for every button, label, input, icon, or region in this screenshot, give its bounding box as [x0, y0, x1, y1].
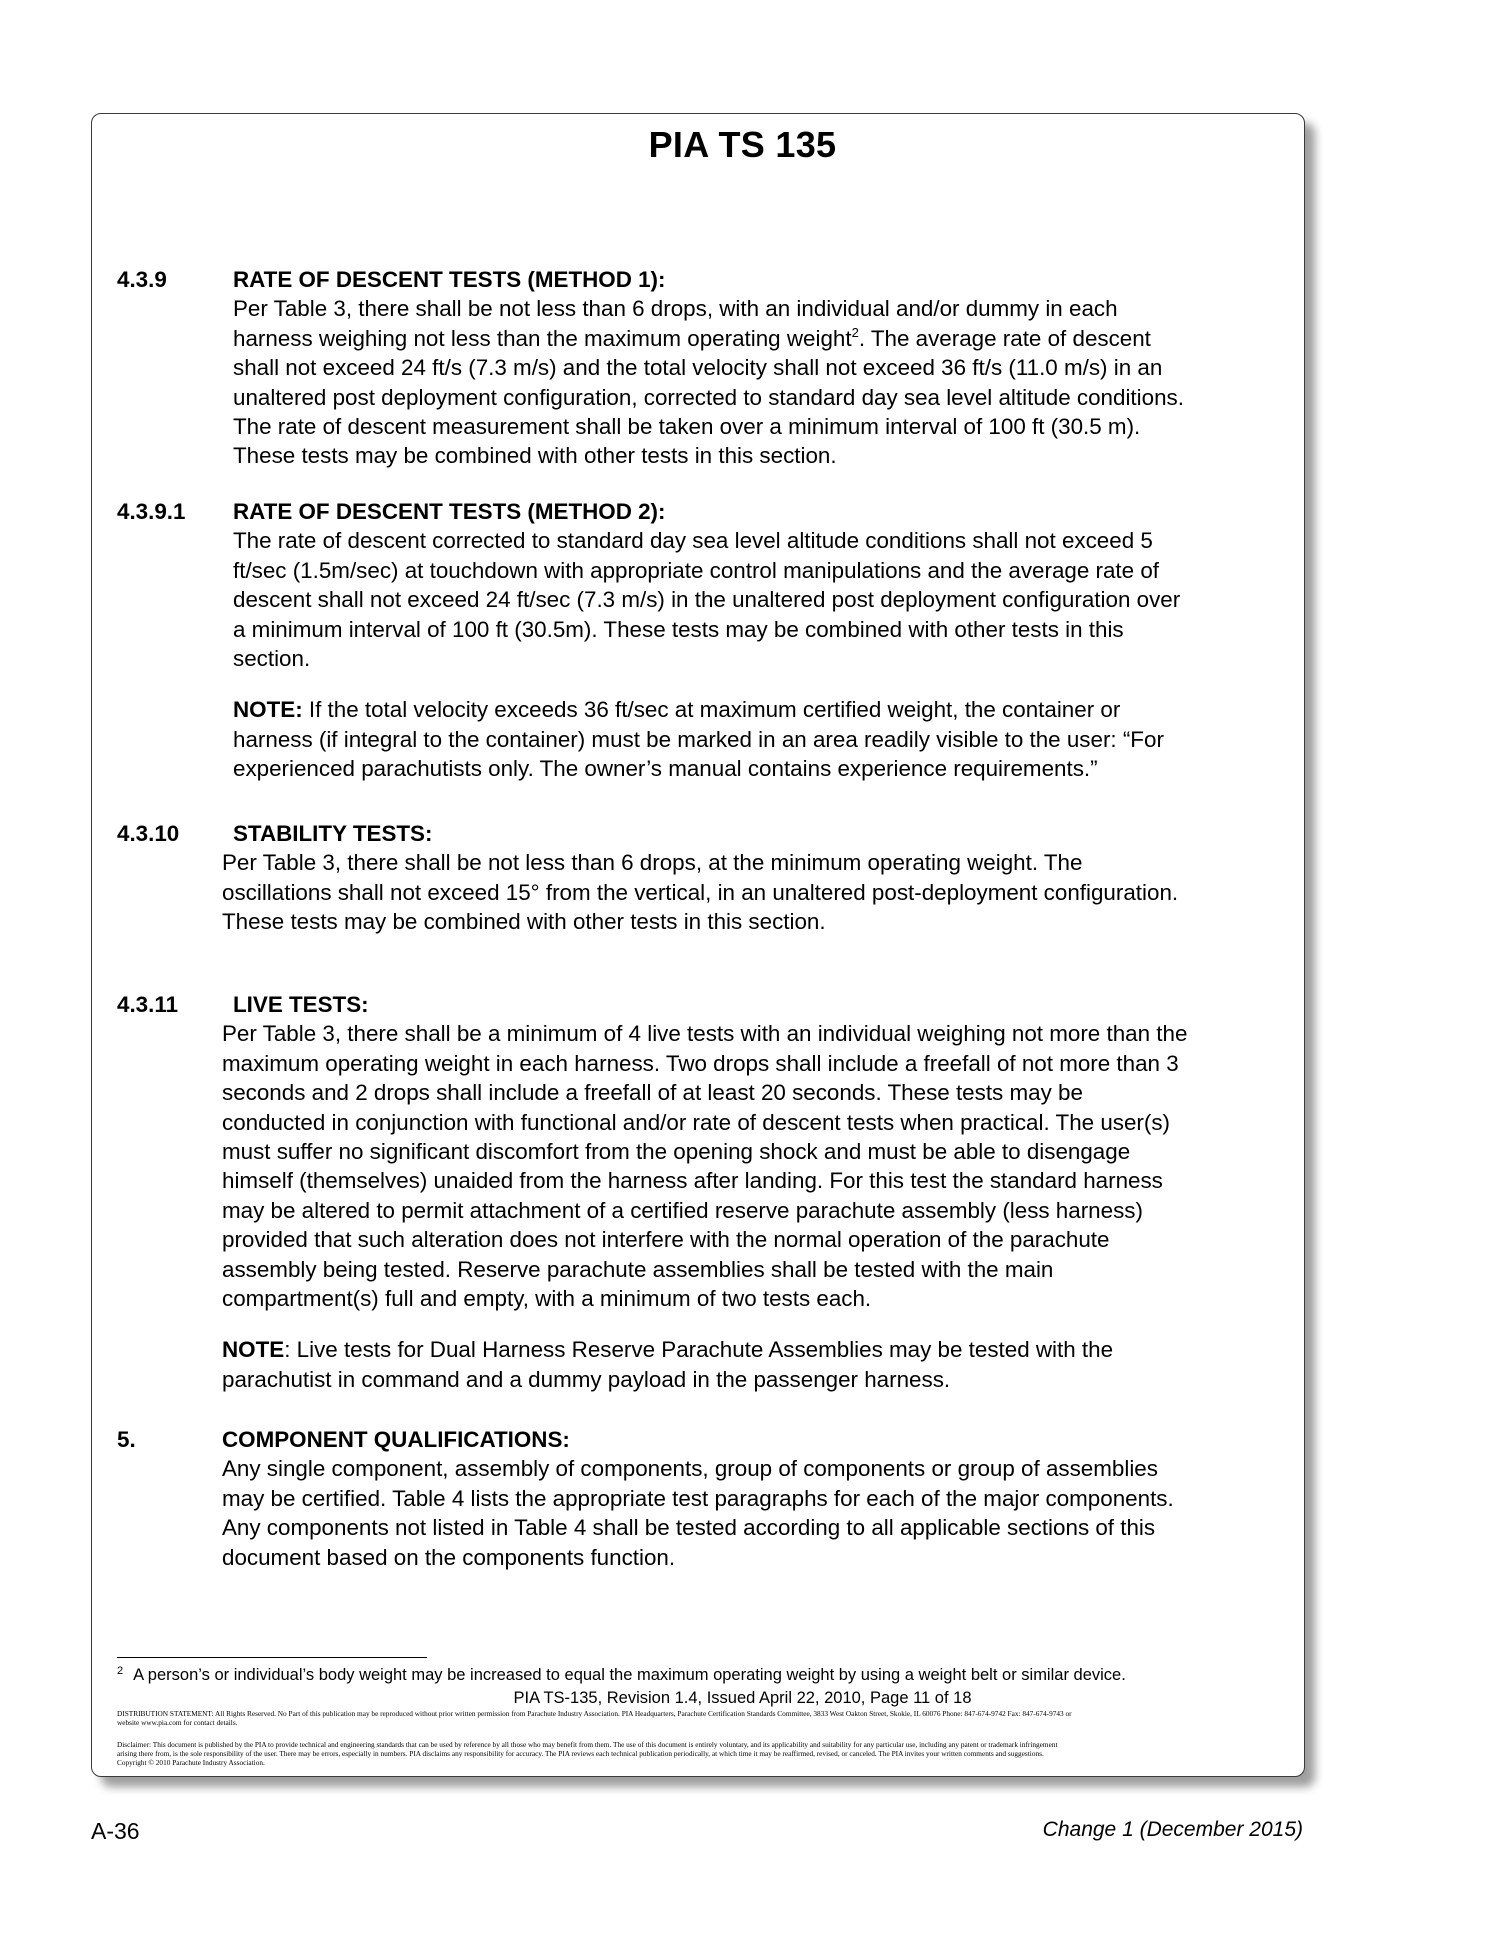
section-4-3-11 [222, 990, 1187, 1394]
body-line: must suffer no significant discomfort from the opening shock and must be able to disengage [222, 1139, 1131, 1165]
body-line: seconds and 2 drops shall include a freefall of at least 20 seconds. These tests may be [222, 1080, 1083, 1106]
body-line: Any single component, assembly of components, group of components or group of assemblies [222, 1456, 1158, 1482]
section-number: 4.3.10 [117, 821, 180, 846]
section-4-3-9-1 [233, 497, 1180, 784]
body-line: harness weighing not less than the maximum operating weight$^2$. The average rate of descent [233, 324, 1151, 351]
body-line: Any components not listed in Table 4 shall be tested according to all applicable sections of this [222, 1515, 1156, 1541]
body-line: provided that such alteration does not interfere with the normal operation of the parachute [222, 1227, 1110, 1253]
body-line: may be certified. Table 4 lists the appropriate test paragraphs for each of the major components. [222, 1485, 1174, 1511]
section-number: 4.3.9 [117, 267, 167, 292]
body-line: The rate of descent measurement shall be taken over a minimum interval of 100 ft (30.5 m). [233, 414, 1141, 440]
body-line: NOTE: If the total velocity exceeds 36 ft/sec at maximum certified weight, the container or [233, 697, 1121, 723]
body-line: conducted in conjunction with functional and/or rate of descent tests when practical. The user(s) [222, 1109, 1170, 1135]
body-line: These tests may be combined with other tests in this section. [222, 909, 826, 935]
body-line: unaltered post deployment configuration, corrected to standard day sea level altitude conditions. [233, 384, 1184, 410]
body-line: ft/sec (1.5m/sec) at touchdown with appropriate control manipulations and the average rate of [233, 557, 1159, 583]
note-label: NOTE [222, 1337, 285, 1363]
body-line: assembly being tested. Reserve parachute assemblies shall be tested with the main [222, 1256, 1054, 1282]
section-5 [222, 1425, 1174, 1572]
footnote-text: A person’s or individual’s body weight may be increased to equal the maximum operating weight by using a weight belt or similar device. [133, 1666, 1126, 1684]
body-line: shall not exceed 24 ft/s (7.3 m/s) and the total velocity shall not exceed 36 ft/s (11.0 m/s) in an [233, 355, 1163, 381]
section-heading: STABILITY TESTS: [233, 821, 433, 846]
change-note: Change 1 (December 2015) [1042, 1818, 1303, 1841]
body-line: harness (if integral to the container) must be marked in an area readily visible to the user: “For [233, 726, 1164, 752]
body-line: NOTE: Live tests for Dual Harness Reserve Parachute Assemblies may be tested with the [222, 1337, 1114, 1363]
disclaimer: Disclaimer: This document is published by the PIA to provide technical and engineering standards that can be used by reference by all those who may benefit from them. The use of this document is entirely voluntary, and its applicability and suitability for any particular use, including any patent or trademark infringement arising there from, is the sole responsibility of the user. There may be errors, especially in numbers. PIA disclaims any responsibility for accuracy. The PIA reviews each technical publication periodically, at which time it may be reaffirmed, revised, or canceled. The PIA invites your written comments and suggestions. Copyright © 2010 Parachute Industry Association. [117, 1740, 1058, 1768]
section-heading: COMPONENT QUALIFICATIONS: [222, 1427, 570, 1452]
body-line: The rate of descent corrected to standard day sea level altitude conditions shall not exceed 5 [233, 528, 1153, 554]
section-heading: LIVE TESTS: [233, 992, 369, 1017]
body-line: parachutist in command and a dummy payload in the passenger harness. [222, 1366, 951, 1392]
body-line: maximum operating weight in each harness. Two drops shall include a freefall of not more than 3 [222, 1050, 1179, 1076]
note-block [222, 1335, 1187, 1394]
body-line: Per Table 3, there shall be not less than 6 drops, at the minimum operating weight. The [222, 850, 1083, 876]
section-number: 4.3.9.1 [117, 499, 186, 524]
footnote-ref: 2 [851, 324, 859, 340]
body-line: descent shall not exceed 24 ft/sec (7.3 m/s) in the unaltered post deployment configuration over [233, 587, 1181, 613]
section-4-3-9 [233, 265, 1184, 471]
body-line: Per Table 3, there shall be a minimum of 4 live tests with an individual weighing not more than the [222, 1021, 1188, 1047]
section-heading: RATE OF DESCENT TESTS (METHOD 1): [233, 267, 666, 292]
section-4-3-10 [222, 819, 1178, 937]
footnote [117, 1666, 1126, 1685]
note-block [233, 695, 1180, 783]
section-number: 5. [117, 1427, 136, 1452]
document-title: PIA TS 135 [648, 124, 837, 165]
footnote-mark: 2 [117, 1665, 124, 1677]
body-line: document based on the components function. [222, 1544, 676, 1570]
body-line: These tests may be combined with other tests in this section. [233, 443, 837, 469]
body-line: a minimum interval of 100 ft (30.5m). These tests may be combined with other tests in this [233, 616, 1124, 642]
page-number: A-36 [91, 1818, 140, 1844]
footnote-divider [117, 1657, 427, 1658]
body-line: section. [233, 646, 311, 672]
distribution-statement: DISTRIBUTION STATEMENT: All Rights Reserved. No Part of this publication may be reproduced without prior written permission from Parachute Industry Association. PIA Headquarters, Parachute Certification Standards Committee, 3833 West Oakton Street, Skokie, IL 60076 Phone: 847-674-9742 Fax: 847-674-9743 or website www.pia.com for contact details. [117, 1709, 1072, 1728]
body-line: may be altered to permit attachment of a certified reserve parachute assembly (less harness) [222, 1197, 1143, 1223]
revision-line: PIA TS-135, Revision 1.4, Issued April 22, 2010, Page 11 of 18 [513, 1689, 972, 1707]
body-line: Per Table 3, there shall be not less than 6 drops, with an individual and/or dummy in each [233, 296, 1118, 322]
section-heading: RATE OF DESCENT TESTS (METHOD 2): [233, 499, 666, 524]
body-line: himself (themselves) unaided from the harness after landing. For this test the standard harness [222, 1168, 1163, 1194]
body-line: compartment(s) full and empty, with a minimum of two tests each. [222, 1286, 872, 1312]
note-label: NOTE: [233, 697, 303, 723]
body-line: oscillations shall not exceed 15° from the vertical, in an unaltered post-deployment configuration. [222, 879, 1179, 905]
body-line: experienced parachutists only. The owner’s manual contains experience requirements.” [233, 756, 1098, 782]
section-number: 4.3.11 [117, 992, 179, 1017]
